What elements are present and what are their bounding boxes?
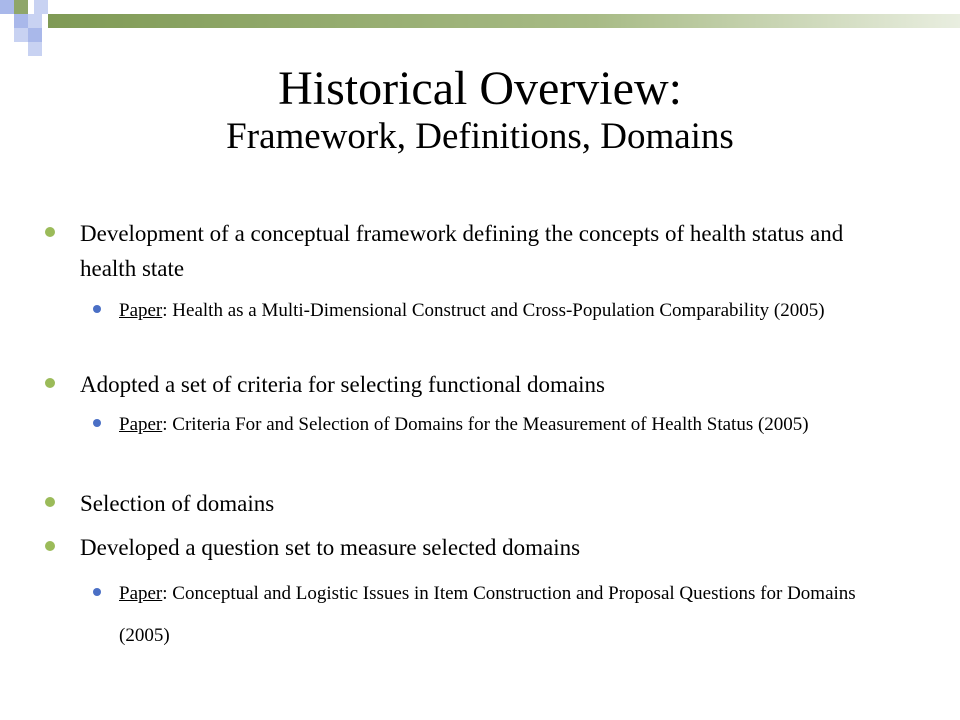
bullet-item [80, 367, 880, 402]
sub-bullet-text: : Health as a Multi-Dimensional Construct and Cross-Population Comparability (2005) [162, 300, 825, 321]
sub-bullet-dot-icon [93, 305, 101, 313]
sub-bullet-item [119, 409, 879, 440]
sub-bullet-dot-icon [93, 588, 101, 596]
bullet-text: Developed a question set to measure selected domains [80, 535, 581, 560]
sub-bullet-dot-icon [93, 419, 101, 427]
bullet-item [80, 530, 880, 565]
bullet-dot-icon [45, 541, 55, 551]
bullet-item [80, 486, 880, 521]
bullet-dot-icon [45, 378, 55, 388]
paper-label: Paper [119, 414, 163, 435]
bullet-dot-icon [45, 497, 55, 507]
header-bar-graphic [0, 0, 960, 60]
slide-title: Historical Overview: [278, 62, 682, 115]
sub-bullet-item [119, 295, 879, 326]
bullet-item [80, 216, 880, 286]
sub-bullet-text: : Criteria For and Selection of Domains for the Measurement of Health Status (2005) [162, 414, 809, 435]
slide-subtitle: Framework, Definitions, Domains [226, 116, 734, 158]
bullet-text: Selection of domains [80, 491, 275, 516]
bullet-dot-icon [45, 227, 55, 237]
slide-title-block [0, 64, 960, 157]
paper-label: Paper [119, 583, 163, 604]
sub-bullet-item [119, 573, 879, 657]
paper-label: Paper [119, 300, 163, 321]
bullet-text: Adopted a set of criteria for selecting functional domains [80, 372, 605, 397]
sub-bullet-text: : Conceptual and Logistic Issues in Item Construction and Proposal Questions for Domains (2005) [119, 583, 856, 646]
bullet-text: Development of a conceptual framework defining the concepts of health status and health state [80, 221, 844, 281]
header-decoration [0, 0, 960, 60]
